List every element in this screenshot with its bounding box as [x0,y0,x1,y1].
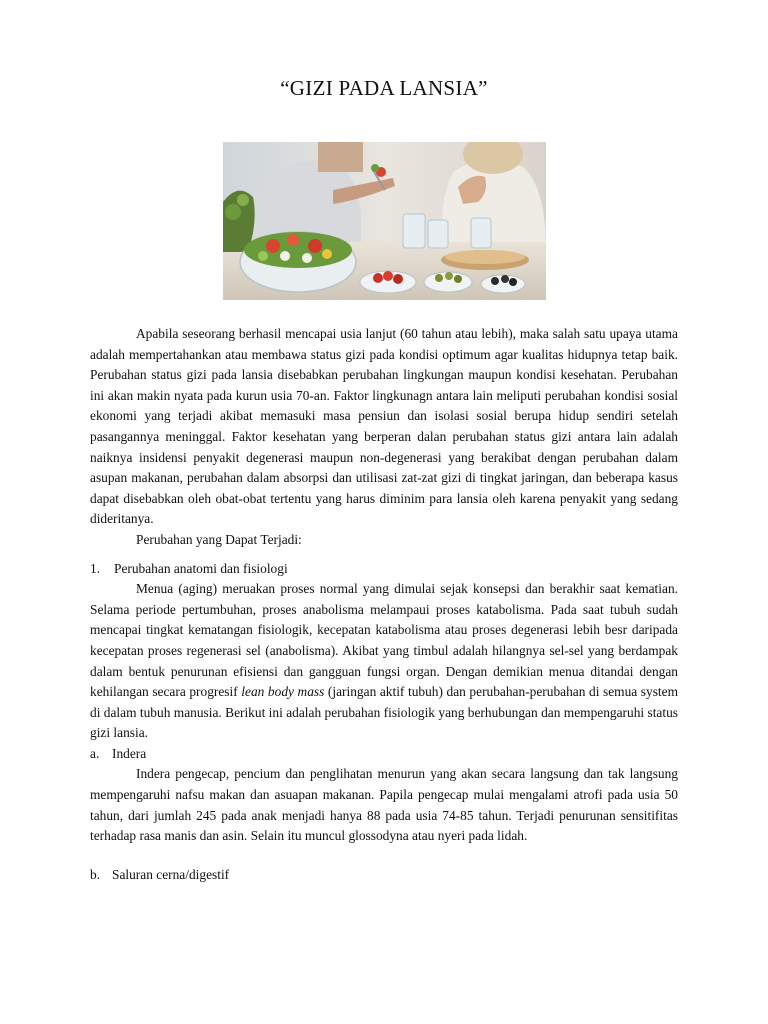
body-text [90,324,678,885]
section1-paragraph-part1: Menua (aging) meruakan proses normal yang dimulai sejak konsepsi dan berakhir saat kematian. Selama periode pertumbuhan, proses anabolisma melampaui proses katabolisma. Pada saat tubuh sudah mencapai tingkat kematangan fisiologik, kecepatan katabolisma atau proses degenerasi lebih besr daripada kecepatan proses regenerasi sel (anabolisma). Akibat yang timbul adalah hilangnya sel-sel yang berdampak dalam bentuk penurunan efisiensi dan gangguan fungsi organ. Dengan demikian menua ditandai dengan kehilangan secara progresif [90,581,678,700]
changes-intro: Perubahan yang Dapat Terjadi: [136,531,302,547]
sub-b-heading [90,865,678,886]
section1-heading-text: Perubahan anatomi dan fisiologi [114,560,288,576]
intro-paragraph: Apabila seseorang berhasil mencapai usia lanjut (60 tahun atau lebih), maka salah satu upaya utama adalah mempertahankan atau membawa status gizi pada kondisi optimum agar kualitas hidupnya tetap baik. Perubahan status gizi pada lansia disebabkan perubahan lingkungan maupun kondisi kesehatan. Perubahan ini akan makin nyata pada kurun usia 70-an. Faktor lingkunagn antara lain meliputi perubahan kondisi sosial ekonomi yang terjadi akibat memasuki masa pensiun dan isolasi sosial berupa hidup sendiri setelah pasangannya meninggal. Faktor kesehatan yang berperan dalan perubahan status gizi antara lain adalah naiknya insidensi penyakit degenerasi maupun non-degenerasi yang berakibat dengan perubahan dalam asupan makanan, perubahan dalam absorpsi dan utilisasi zat-zat gizi di tingkat jaringan, dan beberapa kasus dapat disebabkan oleh obat-obat tertentu yang harus diminim para lansia oleh karena penyakit yang sedang dideritanya. [90,326,678,527]
section1-paragraph-part2: (jaringan aktif tubuh) dan perubahan-perubahan di semua system di dalam tubuh manusia. Berikut ini adalah perubahan fisiologik yang berhubungan dan mempengaruhi status gizi lansia. [90,684,678,741]
sub-a-letter: a. [90,745,100,761]
section1-paragraph-italic: lean body mass [241,684,325,700]
sub-b-letter: b. [90,866,101,882]
salad-table-illustration [223,142,546,300]
sub-a-heading [90,744,678,765]
sub-a-heading-text: Indera [112,745,147,761]
sub-b-heading-text: Saluran cerna/digestif [112,866,230,882]
section1-number: 1. [90,560,101,576]
section1-paragraph [90,579,678,744]
elderly-meal-photo [223,142,546,300]
section1-heading [90,559,678,580]
document-title: “GIZI PADA LANSIA” [280,76,488,100]
sub-a-paragraph: Indera pengecap, pencium dan penglihatan menurun yang akan secara langsung dan tak langsung mempengaruhi nafsu makan dan asuapan makanan. Papila pengecap mulai mengalami atrofi pada usia 50 tahun, dari jumlah 245 pada anak menjadi hanya 88 pada usia 74-85 tahun. Terjadi penurunan sensitifitas terhadap rasa manis dan asin. Selain itu muncul glossodyna atau nyeri pada lidah. [90,766,678,844]
